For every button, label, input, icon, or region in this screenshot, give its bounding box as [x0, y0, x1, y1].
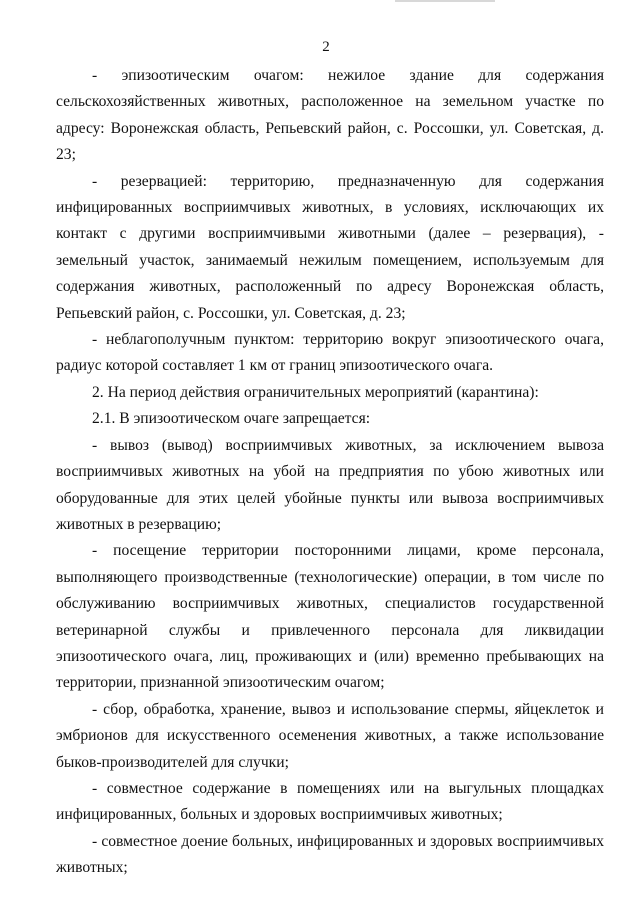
paragraph-joint-milking: - совместное доение больных, инфицированных и здоровых восприимчивых животных;	[56, 832, 604, 877]
paragraph-prohibitions-heading: 2.1. В эпизоотическом очаге запрещается:	[92, 410, 371, 428]
paragraph-quarantine-period: 2. На период действия ограничительных мероприятий (карантина):	[92, 383, 539, 401]
paragraph-joint-keeping: - совместное содержание в помещениях или на выгульных площадках инфицированных, больных и здоровых восприимчивых животных;	[56, 779, 604, 824]
document-body	[56, 63, 604, 882]
page-number: 2	[322, 39, 330, 55]
paragraph-animal-removal: - вывоз (вывод) восприимчивых животных, за исключением вывоза восприимчивых животных на убой на предприятия по убою животных или оборудованные для этих целей убойные пункты или вывоза восприимчивых животных в резервацию;	[56, 436, 604, 533]
paragraph-epizootic-focus: - эпизоотическим очагом: нежилое здание для содержания сельскохозяйственных животных, расположенное на земельном участке по адресу: Воронежская область, Репьевский район, с. Россошки, ул. Советская, д. 23;	[56, 67, 604, 164]
paragraph-unfavorable-point: - неблагополучным пунктом: территорию вокруг эпизоотического очага, радиус которой составляет 1 км от границ эпизоотического очага.	[56, 331, 604, 375]
paragraph-visits: - посещение территории посторонними лицами, кроме персонала, выполняющего производственные (технологические) операции, в том числе по обслуживанию восприимчивых животных, специалистов государственной ветеринарной службы и привлеченного персонала для ликвидации эпизоотического очага, лиц, проживающих и (или) временно пребывающих на территории, признанной эпизоотическим очагом;	[56, 542, 604, 692]
scan-edge-mark	[395, 0, 495, 2]
paragraph-sperm-collection: - сбор, обработка, хранение, вывоз и использование спермы, яйцеклеток и эмбрионов для искусственного осеменения животных, а также использование быков-производителей для случки;	[56, 700, 604, 771]
paragraph-reservation: - резервацией: территорию, предназначенную для содержания инфицированных восприимчивых животных, в условиях, исключающих их контакт с другими восприимчивыми животными (далее – резервация), - земельный участок, занимаемый нежилым помещением, используемым для содержания животных, расположенный по адресу Воронежская область, Репьевский район, с. Россошки, ул. Советская, д. 23;	[56, 172, 604, 322]
